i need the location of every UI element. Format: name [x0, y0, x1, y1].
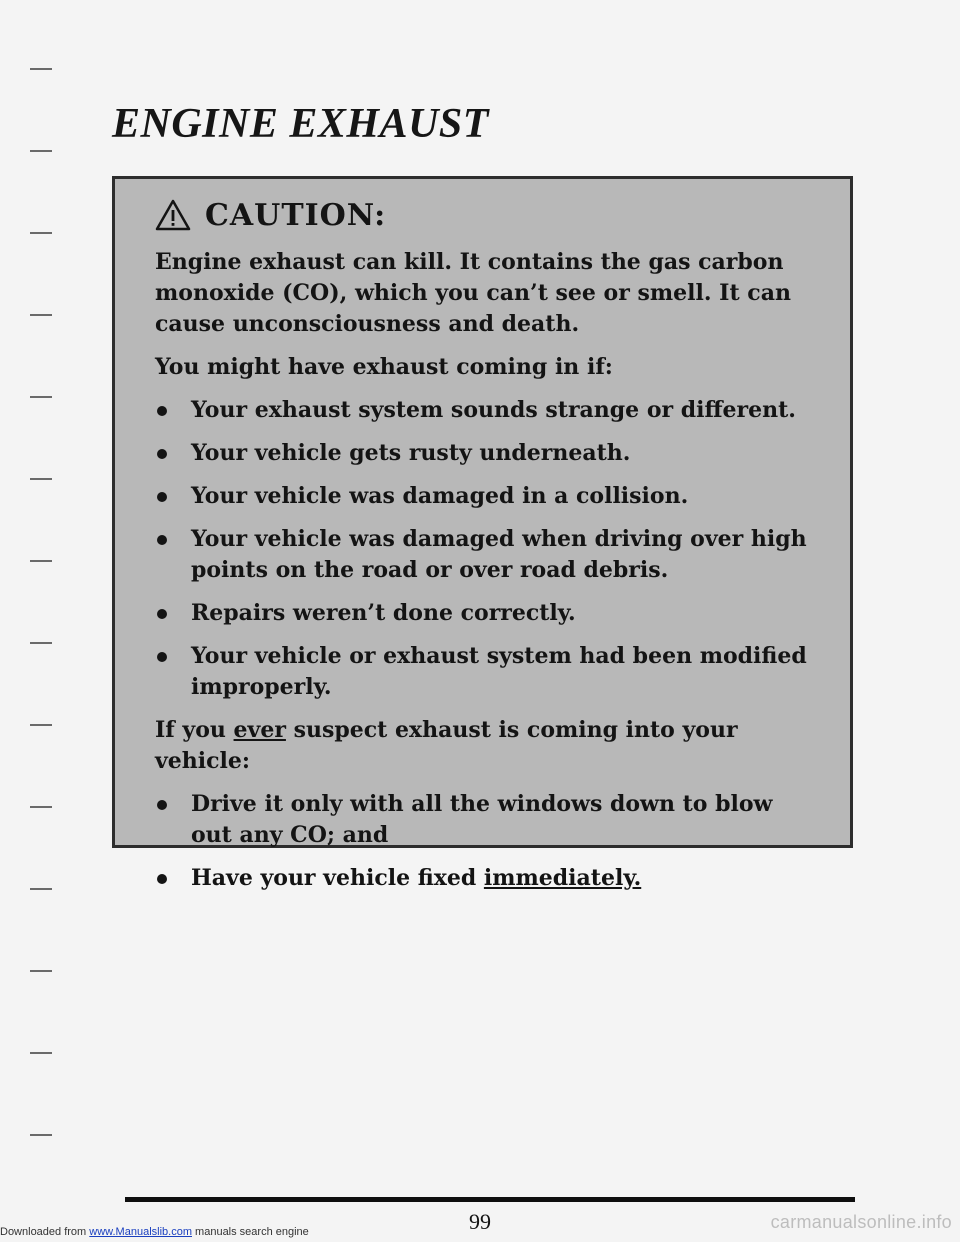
condition-item: Your vehicle was damaged in a collision. — [155, 481, 810, 512]
condition-item: Your vehicle was damaged when driving over high points on the road or over road debris. — [155, 524, 810, 586]
action-item-text: Have your vehicle fixed — [191, 865, 477, 891]
condition-item: Your vehicle or exhaust system had been modified improperly. — [155, 641, 810, 703]
condition-item: Repairs weren’t done correctly. — [155, 598, 810, 629]
margin-tick-marks — [30, 0, 90, 1242]
download-prefix: Downloaded from — [0, 1226, 87, 1238]
condition-item: Your exhaust system sounds strange or different. — [155, 395, 810, 426]
warning-triangle-icon — [155, 199, 191, 231]
download-note — [0, 1226, 309, 1238]
condition-item: Your vehicle gets rusty underneath. — [155, 438, 810, 469]
manualslib-link[interactable]: www.Manualslib.com — [89, 1226, 192, 1238]
caution-box — [112, 176, 853, 891]
download-suffix: manuals search engine — [195, 1226, 309, 1238]
action-item: Drive it only with all the windows down to blow out any CO; and — [155, 789, 810, 851]
action-lead-start: If you — [155, 717, 226, 743]
action-lead-emphasis: ever — [233, 717, 286, 743]
action-lead — [155, 715, 810, 777]
action-item-emphasis: immediately. — [483, 865, 642, 891]
action-item — [155, 863, 810, 894]
footer-rule — [125, 1197, 855, 1202]
conditions-list — [155, 395, 810, 703]
action-lead-end: suspect exhaust is coming into your vehicle: — [155, 717, 738, 774]
page-number: 99 — [469, 1209, 491, 1234]
caution-heading — [155, 189, 810, 241]
actions-list — [155, 789, 810, 894]
page-title: ENGINE EXHAUST — [112, 101, 489, 147]
site-watermark: carmanualsonline.info — [770, 1212, 952, 1232]
caution-intro: Engine exhaust can kill. It contains the gas carbon monoxide (CO), which you can’t see or smell. It can cause unconsciousness and death. — [155, 249, 791, 337]
caution-label: CAUTION: — [205, 197, 387, 233]
conditions-lead: You might have exhaust coming in if: — [155, 354, 613, 380]
